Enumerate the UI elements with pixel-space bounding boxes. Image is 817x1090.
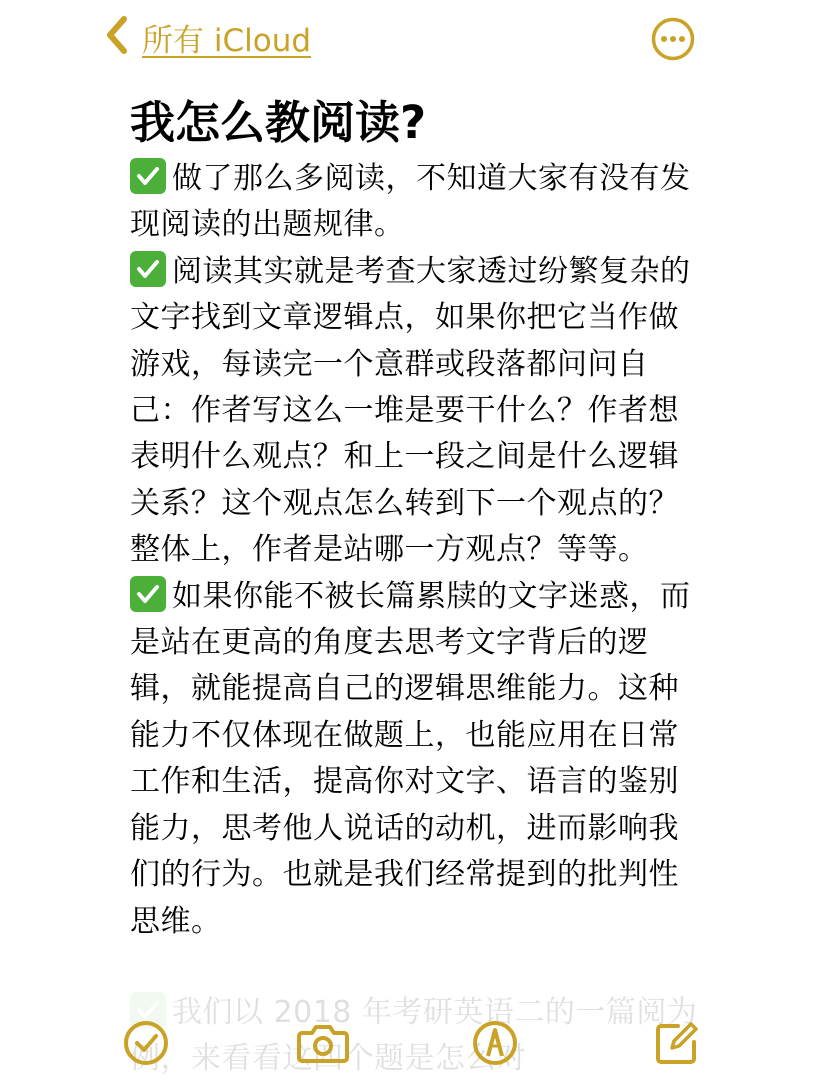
camera-icon: [296, 1053, 350, 1072]
note-title: 我怎么教阅读?: [130, 96, 427, 149]
check-mark-button-icon: [130, 158, 166, 194]
back-button[interactable]: [104, 14, 311, 60]
paragraph-text: 做了那么多阅读，不知道大家有没有发现阅读的出题规律。: [130, 161, 691, 243]
checklist-icon: [121, 1053, 171, 1072]
note-body[interactable]: [130, 90, 705, 945]
paragraph-text: 如果你能不被长篇累牍的文字迷惑，而是站在更高的角度去思考文字背后的逻辑，就能提高自己的逻辑思维能力。这种能力不仅体现在做题上，也能应用在日常工作和生活，提高你对文字、语言的鉴别能力，思考他人说话的动机，进而影响我们的行为。也就是我们经常提到的批判性思维。: [130, 578, 691, 939]
paragraph-text: 阅读其实就是考查大家透过纷繁复杂的文字找到文章逻辑点，如果你把它当作做游戏，每读完一个意群或段落都问问自己：作者写这么一堆是要干什么？作者想表明什么观点？和上一段之间是什么逻辑关系？这个观点怎么转到下一个观点的？整体上，作者是站哪一方观点？等等。: [130, 253, 691, 568]
compose-icon: [652, 1053, 702, 1072]
faded-text: 我们以 2018 年考研英语二的一篇阅为例，来看看这四个题是怎么对: [130, 995, 698, 1076]
ellipsis-circle-icon: [650, 47, 696, 66]
check-mark-button-icon: [130, 251, 166, 287]
checklist-button[interactable]: [121, 1018, 171, 1068]
compose-button[interactable]: [652, 1018, 702, 1068]
note-paragraph: [130, 156, 705, 249]
check-mark-button-icon: [130, 576, 166, 612]
navigation-bar: [0, 0, 817, 80]
note-paragraph: [130, 574, 705, 945]
markup-pen-icon: [470, 1053, 520, 1072]
more-options-button[interactable]: [650, 16, 696, 62]
markup-button[interactable]: [470, 1018, 520, 1068]
chevron-left-icon: [104, 15, 130, 59]
camera-button[interactable]: [296, 1018, 350, 1068]
note-paragraph: [130, 249, 705, 574]
back-label[interactable]: 所有 iCloud: [142, 22, 312, 59]
bottom-toolbar: [0, 1018, 817, 1078]
